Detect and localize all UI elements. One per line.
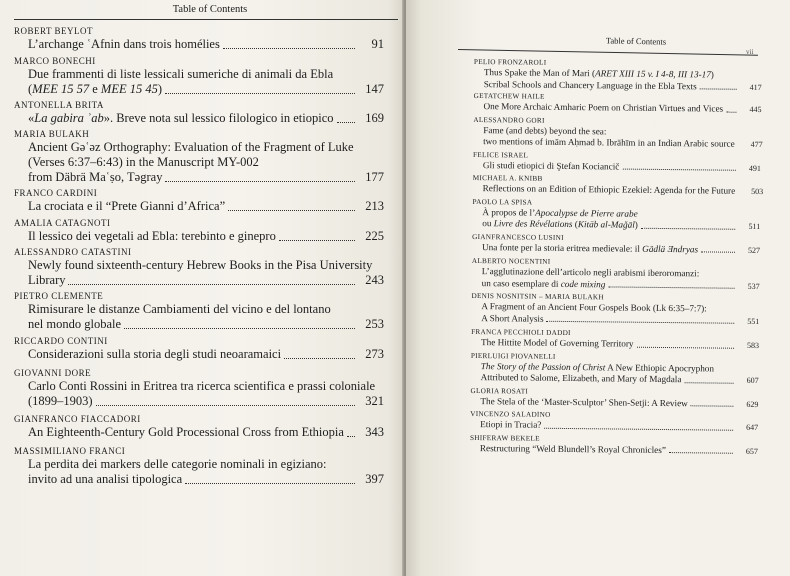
page-ref: 417 — [749, 82, 762, 92]
title-line: A Fragment of an Ancient Four Gospels Book (Lk 6:35–7:7): — [481, 301, 707, 314]
title-line: One More Archaic Amharic Poem on Christian Virtues and Vices — [483, 101, 724, 114]
title-line-with-page — [14, 347, 384, 362]
page-ref: 511 — [748, 221, 761, 232]
title-line: invito ad una analisi tipologica — [28, 472, 183, 486]
toc-entry — [471, 351, 759, 386]
title-line: L’agglutinazione dell’articolo negli arabismi iberoromanzi: — [481, 266, 700, 279]
dot-leader — [637, 346, 734, 348]
title-line: from Däbrä Maʿṣo, Təgray — [28, 170, 163, 184]
toc-entry — [14, 100, 384, 126]
dot-leader — [726, 111, 736, 112]
toc-entry — [14, 336, 384, 362]
author-name: ROBERT BEYLOT — [14, 26, 94, 36]
toc-entry — [14, 129, 384, 185]
toc-entry — [470, 410, 758, 434]
page-ref: 397 — [365, 472, 384, 486]
title-line: Reflections on an Edition of Ethiopic Ezekiel: Agenda for the Future — [482, 183, 736, 196]
page-ref: 343 — [365, 425, 384, 439]
toc-entry — [472, 197, 760, 232]
author-name: ALESSANDRO GORI — [473, 115, 545, 125]
title-line: Carlo Conti Rossini in Eritrea tra ricerca scientifica e prassi coloniale — [28, 379, 376, 393]
title-line: (Verses 6:37–6:43) in the Manuscript MY-002 — [28, 155, 259, 169]
dot-leader — [700, 88, 737, 89]
toc-entry — [471, 292, 759, 327]
title-line-with-page — [473, 101, 761, 116]
running-header: Table of Contents — [605, 35, 667, 47]
author-name: VINCENZO SALADINO — [470, 409, 551, 419]
title-line: The Hittite Model of Governing Territory — [480, 337, 634, 349]
title-line: À propos de l’Apocalypse de Pierre arabe — [482, 206, 638, 219]
toc-entry — [14, 218, 384, 244]
author-name: MICHAEL A. KNIBB — [472, 173, 543, 183]
dot-leader — [337, 122, 355, 123]
title-line: Rimisurare le distanze Cambiamenti del vicino e del lontano — [28, 302, 331, 316]
author-name: GIANFRANCO FIACCADORI — [14, 414, 141, 424]
title-line: Gli studi etiopici di Ştefan Kociancič — [482, 159, 620, 172]
author-name: FRANCA PECCHIOLI DADDI — [471, 327, 571, 338]
dot-leader — [124, 328, 355, 329]
dot-leader — [641, 227, 735, 229]
header-rule — [458, 49, 758, 56]
page-ref: 477 — [750, 139, 763, 150]
contents-list — [470, 58, 762, 457]
dot-leader — [228, 210, 355, 211]
toc-entry — [14, 247, 384, 288]
toc-entry — [473, 150, 761, 174]
page-ref: 607 — [746, 375, 759, 385]
author-name: MASSIMILIANO FRANCI — [14, 446, 126, 456]
title-line-with-page — [471, 312, 759, 327]
title-line-with-page — [471, 337, 759, 352]
dot-leader — [701, 251, 735, 252]
author-name: PIERLUIGI PIOVANELLI — [470, 351, 556, 361]
title-line-with-page — [472, 277, 760, 292]
toc-entry — [474, 58, 762, 93]
title-line-with-page — [470, 419, 758, 434]
title-line: «La gabira ʾab». Breve nota sul lessico filologico in etiopico — [28, 111, 334, 125]
title-line: nel mondo globale — [28, 317, 122, 331]
title-line: two mentions of imām Aḥmad b. Ibrāhīm in an Indian Arabic source — [483, 136, 735, 149]
author-name: ALBERTO NOCENTINI — [471, 256, 551, 266]
toc-entry — [14, 188, 384, 214]
title-line: La perdita dei markers delle categorie nominali in egiziano: — [28, 457, 327, 471]
page-ref: 213 — [365, 199, 384, 213]
title-line-with-page — [473, 136, 761, 151]
toc-entry — [470, 386, 758, 410]
running-header: Table of Contents — [172, 4, 248, 15]
title-line-with-page — [14, 229, 384, 244]
dot-leader — [96, 405, 355, 406]
author-name: GIANFRANCESCO LUSINI — [472, 232, 564, 242]
title-line: Ancient Gəʿəz Orthography: Evaluation of the Fragment of Luke — [28, 140, 354, 154]
title-line: Etiopi in Tracia? — [480, 419, 542, 430]
toc-entry — [14, 414, 384, 440]
title-line-with-page — [14, 394, 384, 409]
title-line-with-page — [473, 159, 761, 174]
page-ref: 273 — [365, 347, 384, 361]
title-line-with-page — [14, 111, 384, 126]
title-line: ou Livre des Révélations (Kitāb al-Maǧāl) — [482, 218, 638, 230]
dot-leader — [185, 483, 355, 484]
title-line: un caso esemplare di code mixing — [481, 277, 606, 289]
page-ref: 253 — [365, 317, 384, 331]
page-ref: 647 — [746, 422, 759, 432]
author-name: MARIA BULAKH — [14, 129, 90, 139]
title-line: L’archange ʿAfnin dans trois homélies — [28, 37, 220, 51]
title-line-with-page — [474, 78, 762, 93]
author-name: FRANCO CARDINI — [14, 188, 98, 198]
title-line-with-page — [471, 372, 759, 387]
contents-list — [14, 26, 384, 487]
title-line: Considerazioni sulla storia degli studi neoaramaici — [28, 347, 282, 361]
title-line: (1899–1903) — [28, 394, 93, 408]
page-ref: 537 — [747, 281, 760, 291]
dot-leader — [622, 169, 735, 171]
toc-entry — [470, 433, 758, 457]
title-line-with-page — [473, 183, 764, 198]
toc-entry — [472, 257, 760, 292]
dot-leader — [669, 452, 733, 454]
dot-leader — [544, 427, 733, 430]
title-line: Library — [28, 273, 66, 287]
page-ref: 91 — [371, 37, 384, 51]
dot-leader — [223, 48, 355, 49]
page-ref: 169 — [365, 111, 384, 125]
toc-entry — [14, 368, 384, 409]
title-line: Il lessico dei vegetali ad Ebla: terebinto e ginepro — [28, 229, 276, 243]
author-name: PIETRO CLEMENTE — [14, 291, 104, 301]
header-rule — [14, 19, 398, 20]
author-name: PELIO FRONZAROLI — [473, 58, 547, 67]
dot-leader — [165, 181, 355, 182]
author-name: GIOVANNI DORE — [14, 368, 92, 378]
title-line-with-page — [14, 82, 384, 97]
page-ref: 583 — [746, 340, 760, 351]
toc-entry — [14, 26, 384, 52]
title-line: An Eighteenth-Century Gold Processional Cross from Ethiopia — [28, 425, 344, 439]
dot-leader — [547, 321, 735, 324]
dot-leader — [347, 436, 355, 437]
title-line: A Short Analysis — [481, 312, 544, 324]
page-ref: 177 — [365, 170, 384, 184]
title-line: (MEE 15 57 e MEE 15 45) — [28, 82, 163, 96]
title-line: Scribal Schools and Chancery Language in the Ebla Texts — [483, 78, 697, 91]
title-line: Thus Spake the Man of Mari (ARET XIII 15 v. I 4-8, III 13-17) — [483, 67, 714, 80]
author-name: GETATCHEW HAILE — [473, 91, 545, 101]
title-line-with-page — [14, 472, 384, 487]
toc-entry — [14, 56, 384, 97]
page-ref: 147 — [365, 82, 384, 96]
author-name: DENIS NOSNITSIN – MARIA BULAKH — [471, 291, 604, 302]
title-line: Attributed to Salome, Elizabeth, and Mary of Magdala — [480, 372, 682, 385]
title-line-with-page — [470, 395, 758, 410]
dot-leader — [608, 286, 734, 288]
title-line-with-page — [14, 199, 384, 214]
toc-entry — [473, 92, 761, 116]
title-line: Fame (and debts) beyond the sea: — [483, 124, 607, 136]
dot-leader — [691, 405, 734, 406]
title-line: The Stela of the ‘Master-Sculptor’ Shen-Setji: A Review — [480, 395, 688, 408]
title-line-with-page — [14, 317, 384, 332]
page-ref: 243 — [365, 273, 384, 287]
page-ref: 491 — [748, 163, 761, 173]
title-line: Restructuring “Weld Blundell’s Royal Chronicles” — [479, 442, 667, 455]
author-name: MARCO BONECHI — [14, 56, 96, 66]
toc-entry — [14, 291, 384, 332]
toc-entry — [471, 328, 759, 352]
dot-leader — [165, 93, 355, 94]
title-line-with-page — [14, 273, 384, 288]
toc-entry — [473, 115, 761, 150]
page-ref: 551 — [747, 316, 760, 326]
dot-leader — [279, 240, 355, 241]
title-line-with-page — [14, 37, 384, 52]
title-line-with-page — [472, 241, 760, 256]
title-line-with-page — [14, 425, 384, 440]
toc-entry — [472, 232, 760, 256]
page-ref: 445 — [749, 104, 762, 115]
page-number: vii — [746, 48, 754, 56]
title-line: Due frammenti di liste lessicali sumeriche di animali da Ebla — [28, 67, 334, 81]
page-ref: 629 — [746, 399, 759, 409]
title-line-with-page — [14, 170, 384, 185]
dot-leader — [284, 358, 355, 359]
author-name: AMALIA CATAGNOTI — [14, 218, 111, 228]
page-ref: 527 — [747, 245, 761, 255]
title-line-with-page — [472, 218, 760, 233]
title-line: Una fonte per la storia eritrea medievale: il Gädlä Ǝndryas — [481, 241, 699, 254]
toc-entry — [472, 173, 764, 198]
title-line: Newly found sixteenth-century Hebrew Books in the Pisa University — [28, 258, 373, 272]
author-name: PAOLO LA SPISA — [472, 197, 533, 207]
page-ref: 503 — [751, 186, 764, 197]
author-name: GLORIA ROSATI — [470, 386, 529, 396]
page-ref: 321 — [365, 394, 384, 408]
author-name: RICCARDO CONTINI — [14, 336, 108, 346]
author-name: FELICE ISRAEL — [472, 150, 529, 160]
page-ref: 225 — [365, 229, 384, 243]
page-ref: 657 — [745, 446, 758, 456]
author-name: SHIFERAW BEKELE — [469, 433, 540, 443]
dot-leader — [68, 284, 355, 285]
title-line: La crociata e il “Prete Gianni d’Africa” — [28, 199, 226, 213]
toc-entry — [14, 446, 384, 487]
dot-leader — [684, 382, 733, 384]
title-line: The Story of the Passion of Christ A New Ethiopic Apocryphon — [480, 360, 715, 374]
author-name: ANTONELLA BRITA — [14, 100, 104, 110]
author-name: ALESSANDRO CATASTINI — [14, 247, 132, 257]
